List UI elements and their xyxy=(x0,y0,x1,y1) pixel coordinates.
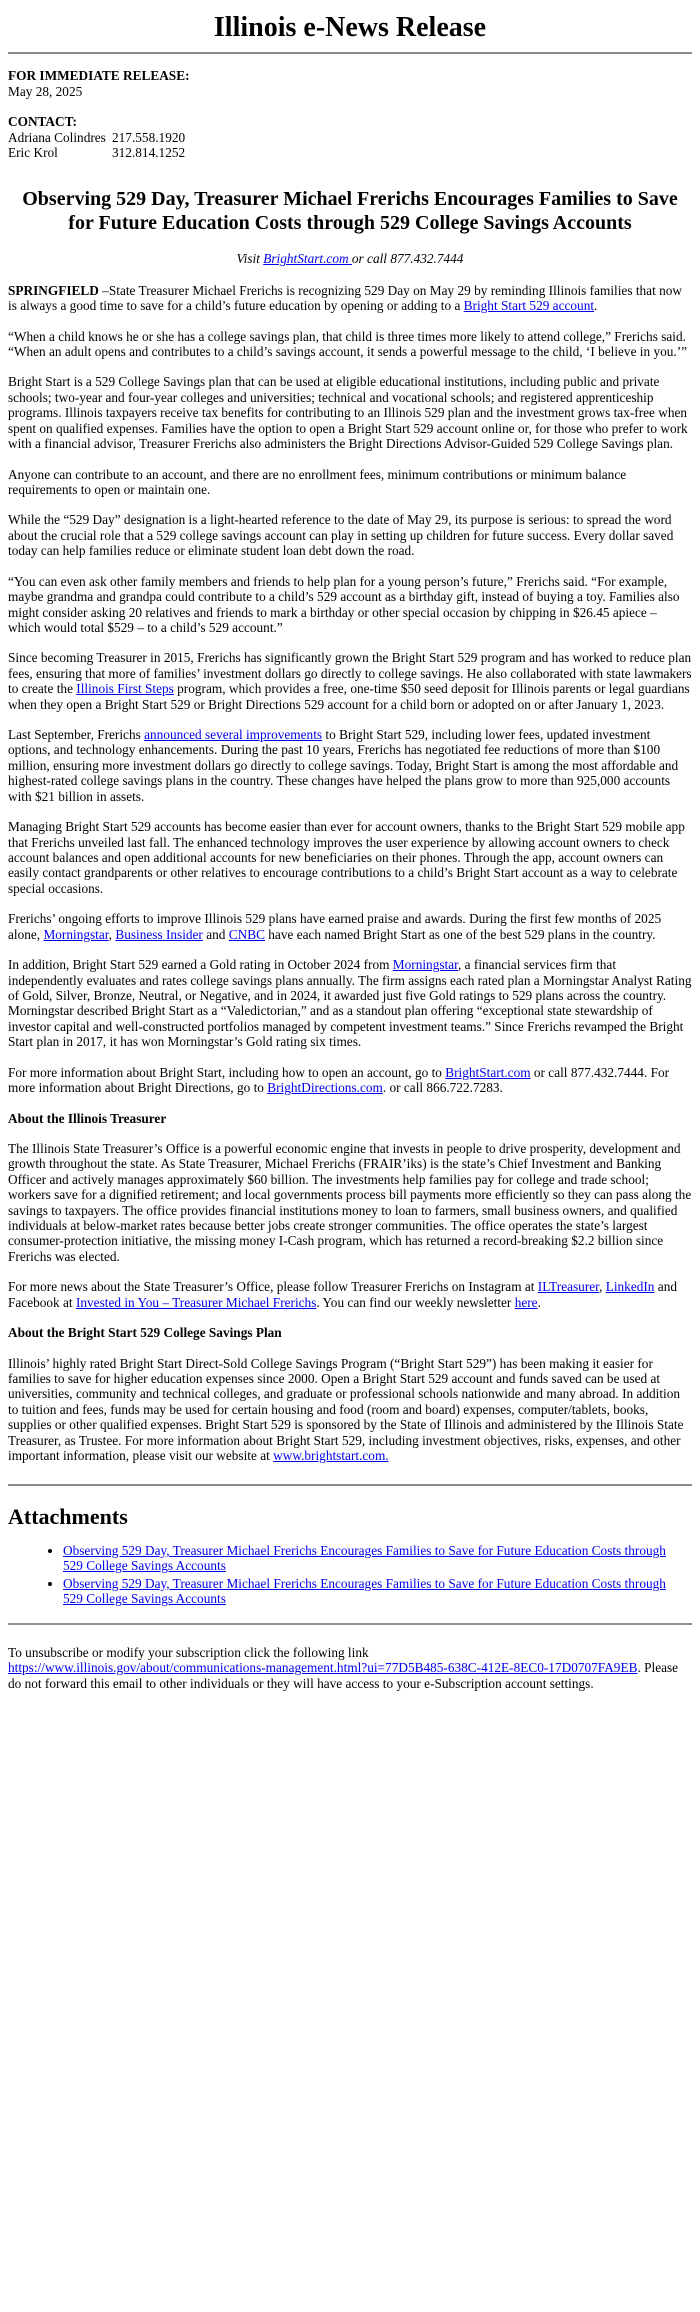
contact-name: Eric Krol xyxy=(8,145,58,161)
paragraph: “You can even ask other family members and friends to help plan for a young person’s future,” Frerichs said. “For example, maybe grandma and grandpa could contribute to a child’s 529 account as a birthday gift, instead of buying a toy. Families also might consider asking 20 relatives and friends to mark a birthday or other special occasion by chipping in $26.45 apiece – which would total $529 – to a child’s 529 account.” xyxy=(8,573,680,635)
bright-start-account-link[interactable]: Bright Start 529 account xyxy=(463,298,595,314)
dateline: SPRINGFIELD xyxy=(8,282,99,298)
paragraph xyxy=(8,1279,692,1310)
contact-row xyxy=(8,130,692,145)
release-date: May 28, 2025 xyxy=(8,83,83,99)
visit-prefix: Visit xyxy=(236,251,264,267)
paragraph xyxy=(8,1356,692,1464)
paragraph-text: and Facebook at xyxy=(8,1279,677,1310)
brightstart-website-link[interactable]: www.brightstart.com. xyxy=(273,1448,389,1464)
paragraph-text: have each named Bright Start as one of the best 529 plans in the country. xyxy=(264,926,656,942)
contact-row xyxy=(8,145,692,160)
paragraph-text: . xyxy=(594,298,598,314)
iltreasurer-instagram-link[interactable]: ILTreasurer xyxy=(537,1279,600,1295)
paragraph: Managing Bright Start 529 accounts has become easier than ever for account owners, thanks to the Bright Start 529 mobile app that Frerichs unveiled last fall. The enhanced technology improves the user experience by allowing account owners to check account balances and open additional accounts for new beneficiaries on their phones. Through the app, account owners can easily contact grandparents or other relatives to encourage contributions to a child’s Bright Start account as a way to celebrate special occasions. xyxy=(8,819,685,896)
paragraph xyxy=(8,283,692,314)
unsubscribe-link[interactable]: https://www.illinois.gov/about/communications-management.html?ui=77D5B485-638C-412E-8EC0-17D0707FA9EB xyxy=(8,1660,638,1676)
brightdirections-com-link[interactable]: BrightDirections.com xyxy=(267,1080,383,1096)
title-divider xyxy=(8,52,692,54)
paragraph-text: or call 877.432.7444. For more information about Bright Directions, go to xyxy=(8,1064,670,1096)
announced-improvements-link[interactable]: announced several improvements xyxy=(144,727,323,743)
paragraph-text: For more news about the State Treasurer’s Office, please follow Treasurer Frerichs on Instagram at xyxy=(8,1279,538,1295)
brightstart-link[interactable]: BrightStart.com xyxy=(263,251,352,267)
attachment-item xyxy=(63,1543,692,1574)
attachments-list xyxy=(8,1543,692,1607)
release-label: FOR IMMEDIATE RELEASE: xyxy=(8,68,190,84)
unsubscribe-note: . Please do not forward this email to other individuals or they will have access to your e-Subscription account settings. xyxy=(8,1660,679,1691)
attachments-divider xyxy=(8,1484,692,1486)
attachment-link[interactable]: Observing 529 Day, Treasurer Michael Frerichs Encourages Families to Save for Future Education Costs through 529 College Savings Accounts xyxy=(63,1543,666,1574)
illinois-first-steps-link[interactable]: Illinois First Steps xyxy=(76,681,174,697)
paragraph-text: . xyxy=(537,1294,541,1310)
paragraph: “When a child knows he or she has a college savings plan, that child is three times more likely to attend college,” Frerichs said. “When an adult opens and contributes to a child’s savings account, it sends a powerful message to the child, ‘I believe in you.’” xyxy=(8,328,688,360)
paragraph-text: . or call 866.722.7283. xyxy=(382,1080,503,1096)
release-headline: Observing 529 Day, Treasurer Michael Frerichs Encourages Families to Save for Future Education Costs through 529 College Savings Accounts xyxy=(22,187,678,234)
paragraph: Anyone can contribute to an account, and there are no enrollment fees, minimum contributions or minimum balance requirements to open or maintain one. xyxy=(8,466,627,497)
paragraph xyxy=(8,957,692,1050)
linkedin-link[interactable]: LinkedIn xyxy=(605,1279,655,1295)
business-insider-link[interactable]: Business Insider xyxy=(115,926,203,942)
paragraph-text: , xyxy=(599,1279,606,1295)
paragraph xyxy=(8,1065,692,1096)
paragraph-text: Illinois’ highly rated Bright Start Direct-Sold College Savings Program (“Bright Start 529”) has been making it easier for families to save for higher education expenses since 2000. Open a Bright Start 529 account and funds saved can be used at universities, community and technical colleges, and graduate or professional schools nationwide and many abroad. In addition to tuition and fees, funds may be used for certain housing and food (room and board) expenses, computer/tablets, books, supplies or other qualified expenses. Bright Start 529 is sponsored by the State of Illinois and administered by the Illinois State Treasurer, as Trustee. For more information about Bright Start 529, including investment objectives, risks, expenses, and other important information, please visit our website at xyxy=(8,1355,684,1464)
paragraph-text: In addition, Bright Start 529 earned a Gold rating in October 2024 from xyxy=(8,957,393,973)
release-block xyxy=(8,68,692,99)
morningstar-rating-link[interactable]: Morningstar xyxy=(392,957,459,973)
attachment-link[interactable]: Observing 529 Day, Treasurer Michael Frerichs Encourages Families to Save for Future Education Costs through 529 College Savings Accounts xyxy=(63,1575,666,1607)
paragraph-text: Frerichs’ ongoing efforts to improve Illinois 529 plans have earned praise and awards. During the first few months of 2025 alone, xyxy=(8,911,662,942)
facebook-page-link[interactable]: Invested in You – Treasurer Michael Frerichs xyxy=(75,1294,317,1310)
newsletter-link[interactable]: here xyxy=(514,1294,538,1310)
paragraph-text: –State Treasurer Michael Frerichs is recognizing 529 Day on May 29 by reminding Illinois families that now is always a good time to save for a child’s future education by opening or adding to a xyxy=(8,282,682,314)
about-treasurer-heading: About the Illinois Treasurer xyxy=(8,1110,167,1126)
contact-block xyxy=(8,114,692,160)
paragraph: While the “529 Day” designation is a light-hearted reference to the date of May 29, its purpose is serious: to spread the word about the crucial role that a 529 college savings account can play in setting up children for future success. Every dollar saved today can help families reduce or eliminate student loan debt down the road. xyxy=(8,512,674,559)
footer-divider xyxy=(8,1623,692,1625)
morningstar-link[interactable]: Morningstar xyxy=(43,926,109,942)
paragraph xyxy=(8,727,692,804)
paragraph xyxy=(8,911,692,942)
paragraph-text: Since becoming Treasurer in 2015, Frerichs has significantly grown the Bright Start 529 program and has worked to reduce plan fees, ensuring that more of families’ investment dollars go directly to college savings. He also collaborated with state lawmakers to create the xyxy=(8,650,692,697)
paragraph-text: Last September, Frerichs xyxy=(8,727,145,743)
contact-phone: 217.558.1920 xyxy=(112,129,186,145)
page-title: Illinois e-News Release xyxy=(213,12,487,43)
paragraph-text: , a financial services firm that independently evaluates and rates college savings plans annually. The firm assigns each rated plan a Morningstar Analyst Rating of Gold, Silver, Bronze, Neutral, or Negative, and in 2024, it awarded just five Gold ratings to 529 plans across the country. Morningstar described Bright Start as a “Valedictorian,” and as a standout plan offering “exceptional state stewardship of investor capital and well-constructed portfolios managed by competent investment teams.” Since Frerichs revamped the Bright Start plan in 2017, it has won Morningstar’s Gold rating six times. xyxy=(8,957,692,1050)
paragraph-text: and xyxy=(202,926,229,942)
visit-suffix: or call 877.432.7444 xyxy=(351,251,464,267)
paragraph: Bright Start is a 529 College Savings plan that can be used at eligible educational institutions, including public and private schools; two-year and four-year colleges and universities; technical and vocational schools; and registered apprenticeship programs. Illinois taxpayers receive tax benefits for contributing to an Illinois 529 plan and the investment grows tax-free when spent on qualified expenses. Families have the option to open a Bright Start 529 account online or, for those who prefer to work with a financial advisor, Treasurer Frerichs also administers the Bright Directions Advisor-Guided 529 College Savings plan. xyxy=(8,374,688,452)
about-brightstart-heading: About the Bright Start 529 College Savings Plan xyxy=(8,1325,282,1341)
paragraph-text: , xyxy=(108,926,116,942)
contact-name: Adriana Colindres xyxy=(8,129,106,145)
paragraph-text: program, which provides a free, one-time $50 seed deposit for Illinois parents or legal guardians when they open a Bright Start 529 or Bright Directions 529 account for a child born or adopted on or after January 1, 2023. xyxy=(8,681,690,712)
visit-line xyxy=(8,251,692,266)
unsubscribe-notice xyxy=(8,1645,692,1691)
attachments-title: Attachments xyxy=(8,1503,128,1529)
contact-phone: 312.814.1252 xyxy=(112,145,186,161)
email-page xyxy=(0,12,700,1691)
cnbc-link[interactable]: CNBC xyxy=(228,926,265,942)
paragraph-text: . You can find our weekly newsletter xyxy=(316,1294,515,1310)
paragraph-text: For more information about Bright Start, including how to open an account, go to xyxy=(8,1064,446,1080)
contact-label: CONTACT: xyxy=(8,114,77,130)
paragraph xyxy=(8,650,692,712)
unsubscribe-intro: To unsubscribe or modify your subscription click the following link xyxy=(8,1644,369,1660)
brightstart-com-link[interactable]: BrightStart.com xyxy=(445,1064,531,1080)
attachment-item xyxy=(63,1576,692,1607)
paragraph: The Illinois State Treasurer’s Office is a powerful economic engine that invests in people to drive prosperity, development and growth throughout the state. As State Treasurer, Michael Frerichs (FRAIR’iks) is the state’s Chief Investment and Banking Officer and actively manages approximately $60 billion. The investments help families pay for college and trade school; workers save for a dignified retirement; and local governments process bill payments more efficiently so they can pass along the savings to taxpayers. The office provides financial institutions money to loan to farmers, small business owners, and qualified individuals at below-market rates because better jobs create stronger communities. The office operates the state’s largest consumer-protection initiative, the missing money I-Cash program, which has returned a record-breaking $2.2 billion since Frerichs was elected. xyxy=(8,1140,692,1264)
paragraph-text: to Bright Start 529, including lower fees, updated investment options, and technology enhancements. During the past 10 years, Frerichs has negotiated fee reductions of more than $100 million, ensuring more investment dollars go directly to college savings. Today, Bright Start is among the most affordable and highest-rated college savings plans in the country. These changes have helped the plans grow to more than 925,000 accounts with $21 billion in assets. xyxy=(8,727,679,804)
